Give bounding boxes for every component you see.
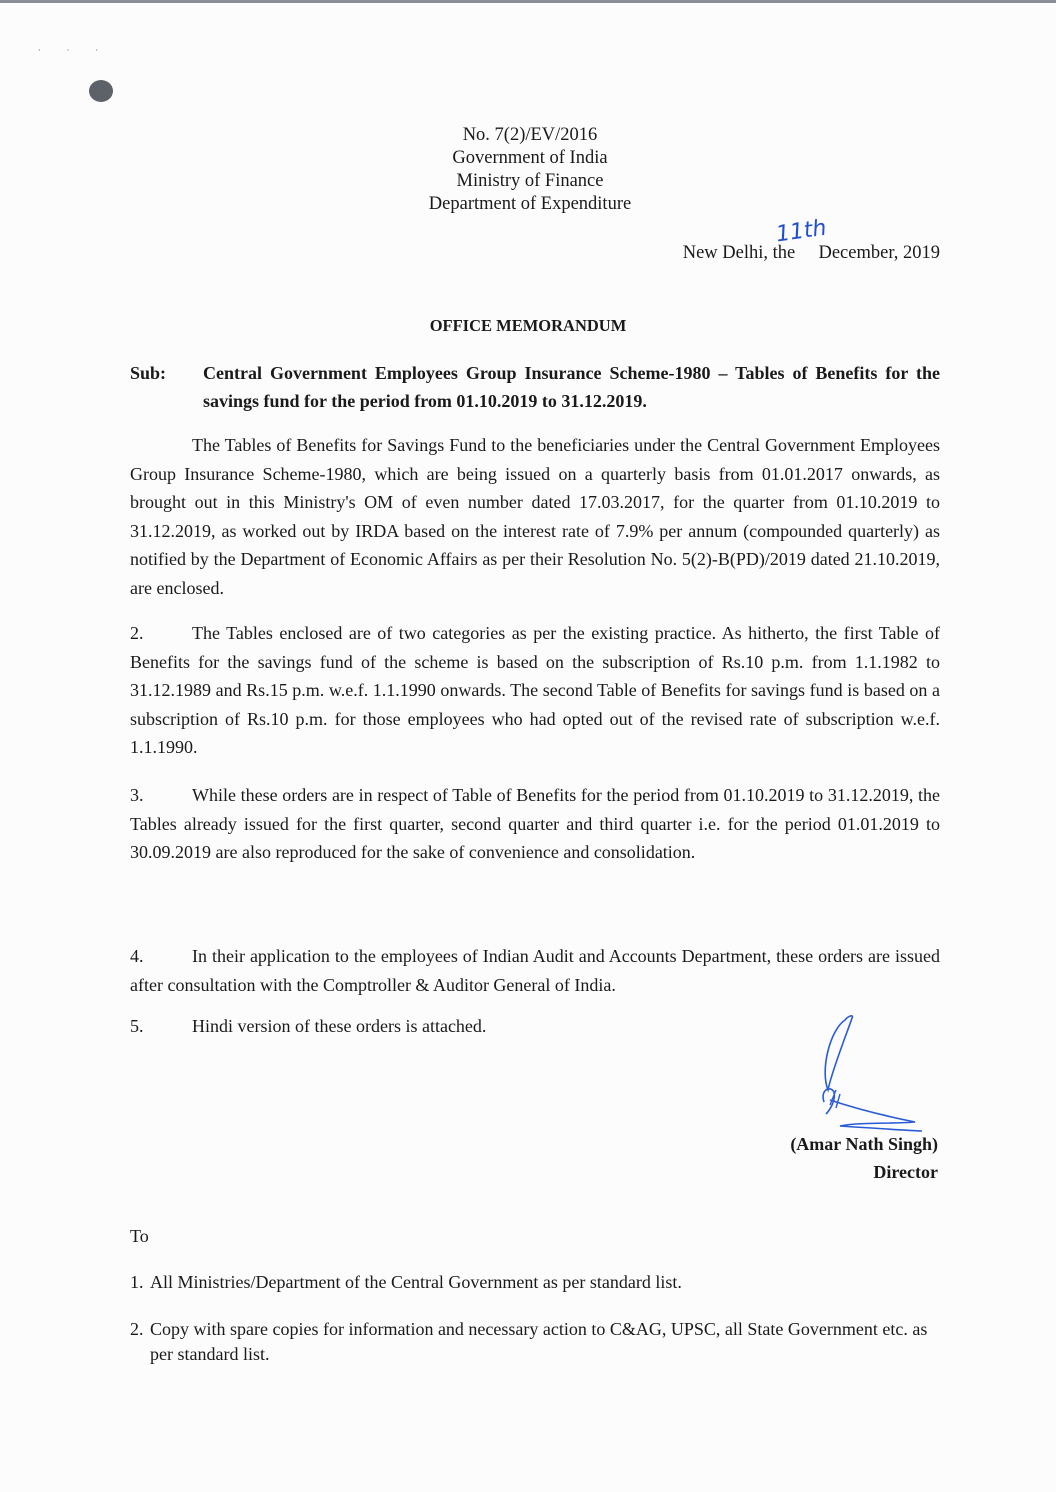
paragraph-number: 3. bbox=[130, 785, 144, 805]
signatory-designation: Director bbox=[873, 1162, 938, 1182]
paragraph-number: 4. bbox=[130, 946, 144, 966]
subject-label: Sub: bbox=[130, 363, 167, 383]
date-month-year: December, 2019 bbox=[818, 243, 940, 263]
date-place: New Delhi, the bbox=[682, 243, 796, 263]
signatory-name: (Amar Nath Singh) bbox=[790, 1134, 938, 1154]
paragraph-number: 2. bbox=[130, 623, 144, 643]
paragraph-text: While these orders are in respect of Table of Benefits for the period from 01.10.2019 to 31.12.2019, the Tables already issued for the first quarter, second quarter and third quarter i.e. for the period 01.01.2019 to 30.09.2019 are also reproduced for the sake of convenience and consolidation. bbox=[130, 785, 940, 862]
scan-specks: · · · bbox=[38, 46, 110, 55]
memo-title: OFFICE MEMORANDUM bbox=[429, 316, 627, 335]
distribution-item-number: 2. bbox=[130, 1319, 144, 1339]
distribution-label: To bbox=[130, 1226, 149, 1246]
paragraph-2 bbox=[130, 619, 940, 762]
distribution-item-number: 1. bbox=[130, 1272, 144, 1292]
paragraph-1 bbox=[130, 431, 940, 602]
reference-number: No. 7(2)/EV/2016 bbox=[462, 125, 598, 145]
ministry-name: Ministry of Finance bbox=[456, 171, 604, 191]
department-name: Department of Expenditure bbox=[428, 194, 632, 214]
paragraph-3 bbox=[130, 781, 940, 867]
handwritten-day: 11th bbox=[774, 215, 829, 248]
distribution-list bbox=[130, 1270, 945, 1389]
paragraph-text: Hindi version of these orders is attached. bbox=[192, 1016, 487, 1036]
distribution-item-text: Copy with spare copies for information and necessary action to C&AG, UPSC, all State Government etc. as per standard list. bbox=[150, 1319, 928, 1364]
paragraph-text: In their application to the employees of Indian Audit and Accounts Department, these orders are issued after consultation with the Comptroller & Auditor General of India. bbox=[130, 946, 940, 995]
subject bbox=[130, 359, 940, 415]
letterhead bbox=[360, 124, 700, 216]
distribution-item-text: All Ministries/Department of the Central Government as per standard list. bbox=[150, 1272, 682, 1292]
government-name: Government of India bbox=[452, 148, 608, 168]
punch-hole bbox=[89, 80, 113, 102]
date-line bbox=[683, 243, 940, 264]
scan-top-edge bbox=[0, 0, 1056, 3]
paragraph-text: The Tables enclosed are of two categories as per the existing practice. As hitherto, the first Table of Benefits for the savings fund of the scheme is based on the subscription of Rs.10 p.m. from 1.1.1982 to 31.12.1989 and Rs.15 p.m. w.e.f. 1.1.1990 onwards. The second Table of Benefits for savings fund is based on a subscription of Rs.10 p.m. for those employees who had opted out of the revised rate of subscription w.e.f. 1.1.1990. bbox=[130, 623, 940, 757]
subject-text: Central Government Employees Group Insurance Scheme-1980 – Tables of Benefits for the savings fund for the period from 01.10.2019 to 31.12.2019. bbox=[203, 363, 940, 411]
paragraph-text: The Tables of Benefits for Savings Fund to the beneficiaries under the Central Government Employees Group Insurance Scheme-1980, which are being issued on a quarterly basis from 01.01.2017 onwards, as brought out in this Ministry's OM of even number dated 17.03.2017, for the quarter from 01.10.2019 to 31.12.2019, as worked out by IRDA based on the interest rate of 7.9% per annum (compounded quarterly) as notified by the Department of Economic Affairs as per their Resolution No. 5(2)-B(PD)/2019 dated 21.10.2019, are enclosed. bbox=[130, 435, 940, 598]
paragraph-4 bbox=[130, 942, 940, 999]
paragraph-number: 5. bbox=[130, 1016, 144, 1036]
signatory-block bbox=[790, 1130, 938, 1186]
distribution-item bbox=[130, 1270, 945, 1295]
distribution-item bbox=[130, 1317, 945, 1367]
signature-icon bbox=[800, 1010, 930, 1140]
